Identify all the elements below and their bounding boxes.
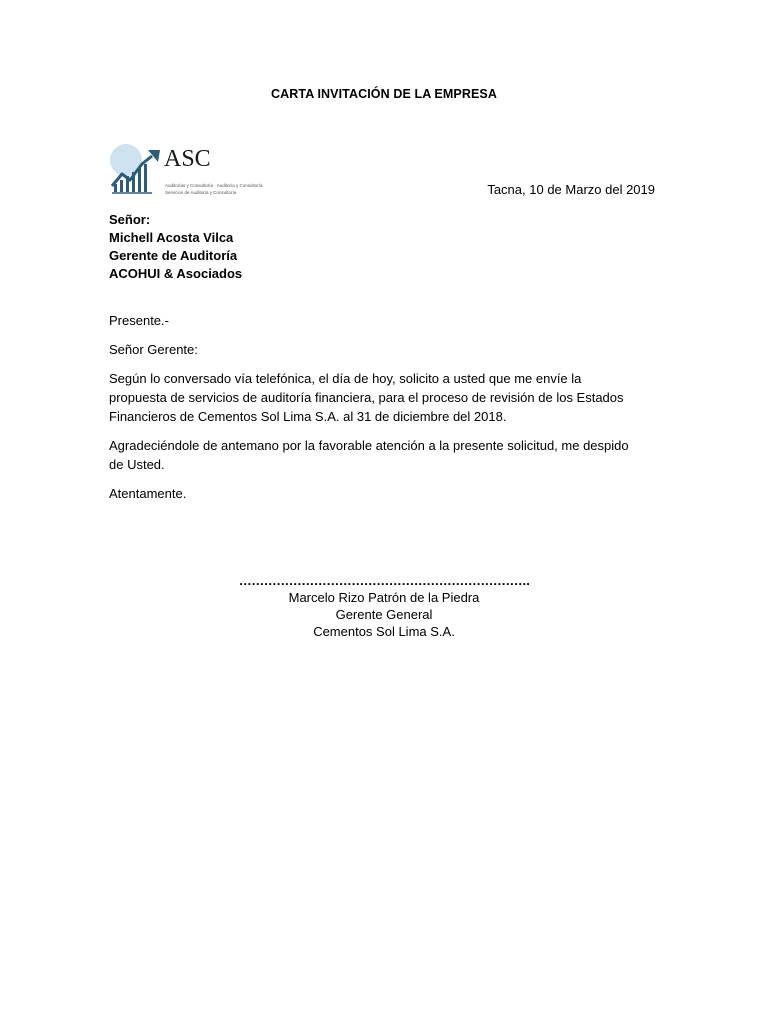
addressee-greeting: Señor: [109, 212, 151, 227]
addressee-position: Gerente de Auditoría [109, 248, 238, 263]
logo-tagline-2: Servicios de Auditoría y Consultoría [165, 190, 237, 195]
signature-block [0, 572, 768, 640]
logo-text: ASC [164, 146, 211, 172]
presente-line: Presente.- [109, 313, 169, 328]
signature-line: ……………………………………………………………. [238, 573, 530, 588]
body-paragraph-1: Según lo conversado vía telefónica, el día de hoy, solicito a usted que me envíe la propuesta de servicios de auditoría financiera, para el proceso de revisión de los Estados Financieros de Cementos Sol Lima S.A. al 31 de diciembre del 2018. [109, 371, 624, 424]
body-paragraph-2: Agradeciéndole de antemano por la favorable atención a la presente solicitud, me despido de Usted. [109, 438, 629, 472]
signer-name: Marcelo Rizo Patrón de la Piedra [288, 590, 480, 605]
chart-growth-icon [108, 142, 164, 198]
salutation: Señor Gerente: [109, 342, 198, 357]
signer-company: Cementos Sol Lima S.A. [313, 624, 455, 639]
addressee-company: ACOHUI & Asociados [109, 266, 243, 281]
signer-position: Gerente General [335, 607, 433, 622]
logo-tagline-1: Auditorías y Consultoría · Auditoría y Consultoría [165, 183, 263, 188]
addressee-name: Michell Acosta Vilca [109, 230, 234, 245]
company-logo [108, 142, 263, 200]
letter-date: Tacna, 10 de Marzo del 2019 [487, 182, 655, 197]
addressee-block [109, 211, 242, 283]
letter-title: CARTA INVITACIÓN DE LA EMPRESA [271, 87, 497, 101]
closing: Atentamente. [109, 486, 187, 501]
